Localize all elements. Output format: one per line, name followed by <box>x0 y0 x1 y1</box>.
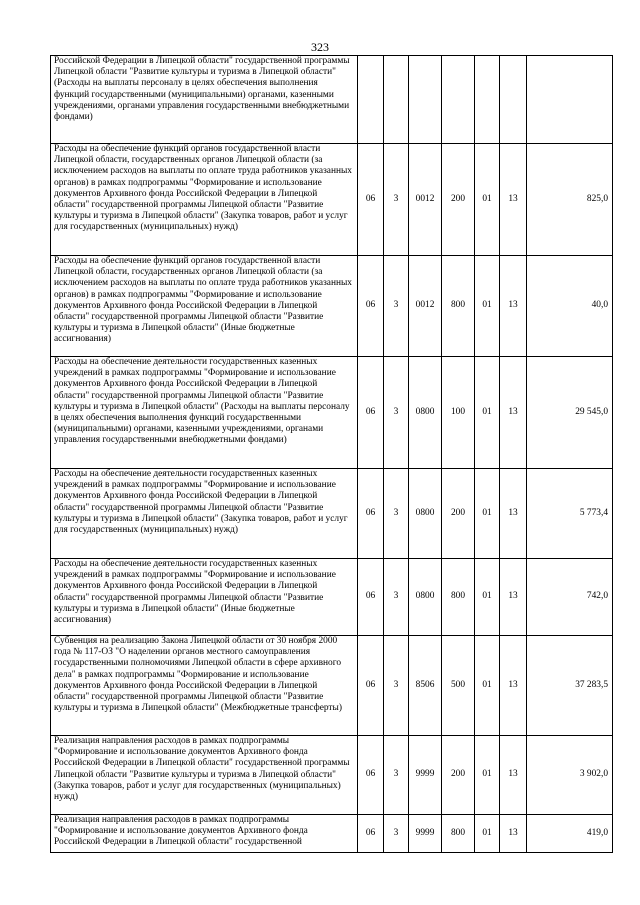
expense-type-code: 800 <box>442 256 475 357</box>
target-code: 0800 <box>409 469 442 559</box>
amount: 5 773,4 <box>527 469 613 559</box>
ministry-code: 06 <box>358 636 384 736</box>
table-row <box>51 357 613 469</box>
target-code: 8506 <box>409 636 442 736</box>
expense-type-code: 800 <box>442 559 475 636</box>
table-row <box>51 256 613 357</box>
ministry-code: 06 <box>358 815 384 853</box>
expense-type-code: 100 <box>442 357 475 469</box>
row-description: Российской Федерации в Липецкой области" государственной программы Липецкой области "Развитие культуры и туризма в Липецкой области" (Расходы на выплаты персоналу в целях обеспечения выполнения функций государственными (муниципальными) органами, казенными учреждениями, органами управления государственными внебюджетными фондами) <box>51 56 358 144</box>
amount: 37 283,5 <box>527 636 613 736</box>
page-number: 323 <box>311 40 329 54</box>
target-code: 0800 <box>409 559 442 636</box>
table-row <box>51 559 613 636</box>
expense-type-code: 800 <box>442 815 475 853</box>
target-code: 0012 <box>409 256 442 357</box>
ministry-code: 06 <box>358 736 384 815</box>
table-row <box>51 815 613 853</box>
amount: 825,0 <box>527 144 613 256</box>
subsection-code <box>500 56 527 144</box>
expense-type-code: 500 <box>442 636 475 736</box>
subprogram-code: 3 <box>384 469 409 559</box>
ministry-code: 06 <box>358 256 384 357</box>
row-description: Расходы на обеспечение деятельности государственных казенных учреждений в рамках подпрограммы "Формирование и использование документов Архивного фонда Российской Федерации в Липецкой области" государственной программы Липецкой области "Развитие культуры и туризма в Липецкой области" (Расходы на выплаты персоналу в целях обеспечения выполнения функций государственными (муниципальными) органами, казенными учреждениями, органами управления государственными внебюджетными фондами) <box>51 357 358 469</box>
budget-table <box>50 55 613 853</box>
subprogram-code: 3 <box>384 357 409 469</box>
row-description: Расходы на обеспечение функций органов государственной власти Липецкой области, государственных органов Липецкой области (за исключением расходов на выплаты по оплате труда работников указанных органов) в рамках подпрограммы "Формирование и использование документов Архивного фонда Российской Федерации в Липецкой области" государственной программы Липецкой области "Развитие культуры и туризма в Липецкой области" (Иные бюджетные ассигнования) <box>51 256 358 357</box>
subsection-code: 13 <box>500 815 527 853</box>
subsection-code: 13 <box>500 357 527 469</box>
row-description: Расходы на обеспечение функций органов государственной власти Липецкой области, государственных органов Липецкой области (за исключением расходов на выплаты по оплате труда работников указанных органов) в рамках подпрограммы "Формирование и использование документов Архивного фонда Российской Федерации в Липецкой области" государственной программы Липецкой области "Развитие культуры и туризма в Липецкой области" (Закупка товаров, работ и услуг для государственных (муниципальных) нужд) <box>51 144 358 256</box>
amount: 742,0 <box>527 559 613 636</box>
expense-type-code: 200 <box>442 736 475 815</box>
amount: 419,0 <box>527 815 613 853</box>
row-description: Реализация направления расходов в рамках подпрограммы "Формирование и использование документов Архивного фонда Российской Федерации в Липецкой области" государственной программы Липецкой области "Развитие культуры и туризма в Липецкой области" (Закупка товаров, работ и услуг для государственных (муниципальных) нужд) <box>51 736 358 815</box>
table-row <box>51 736 613 815</box>
section-code: 01 <box>475 736 500 815</box>
section-code: 01 <box>475 559 500 636</box>
expense-type-code: 200 <box>442 469 475 559</box>
subsection-code: 13 <box>500 559 527 636</box>
amount: 3 902,0 <box>527 736 613 815</box>
section-code: 01 <box>475 815 500 853</box>
section-code: 01 <box>475 469 500 559</box>
target-code <box>409 56 442 144</box>
subprogram-code <box>384 56 409 144</box>
section-code: 01 <box>475 357 500 469</box>
target-code: 9999 <box>409 815 442 853</box>
section-code <box>475 56 500 144</box>
ministry-code: 06 <box>358 469 384 559</box>
table-row <box>51 56 613 144</box>
subsection-code: 13 <box>500 736 527 815</box>
table-row <box>51 144 613 256</box>
subprogram-code: 3 <box>384 636 409 736</box>
row-description: Расходы на обеспечение деятельности государственных казенных учреждений в рамках подпрограммы "Формирование и использование документов Архивного фонда Российской Федерации в Липецкой области" государственной программы Липецкой области "Развитие культуры и туризма в Липецкой области" (Иные бюджетные ассигнования) <box>51 559 358 636</box>
subsection-code: 13 <box>500 636 527 736</box>
subsection-code: 13 <box>500 256 527 357</box>
table-row <box>51 636 613 736</box>
subsection-code: 13 <box>500 469 527 559</box>
ministry-code: 06 <box>358 357 384 469</box>
section-code: 01 <box>475 144 500 256</box>
section-code: 01 <box>475 636 500 736</box>
subprogram-code: 3 <box>384 559 409 636</box>
subprogram-code: 3 <box>384 736 409 815</box>
target-code: 0800 <box>409 357 442 469</box>
amount <box>527 56 613 144</box>
expense-type-code: 200 <box>442 144 475 256</box>
row-description: Субвенция на реализацию Закона Липецкой области от 30 ноября 2000 года № 117-ОЗ "О наделении органов местного самоуправления государственными полномочиями Липецкой области в сфере архивного дела" в рамках подпрограммы "Формирование и использование документов Архивного фонда Российской Федерации в Липецкой области" государственной программы Липецкой области "Развитие культуры и туризма в Липецкой области" (Межбюджетные трансферты) <box>51 636 358 736</box>
expense-type-code <box>442 56 475 144</box>
ministry-code: 06 <box>358 144 384 256</box>
subprogram-code: 3 <box>384 256 409 357</box>
row-description: Расходы на обеспечение деятельности государственных казенных учреждений в рамках подпрограммы "Формирование и использование документов Архивного фонда Российской Федерации в Липецкой области" государственной программы Липецкой области "Развитие культуры и туризма в Липецкой области" (Закупка товаров, работ и услуг для государственных (муниципальных) нужд) <box>51 469 358 559</box>
amount: 40,0 <box>527 256 613 357</box>
target-code: 9999 <box>409 736 442 815</box>
table-row <box>51 469 613 559</box>
target-code: 0012 <box>409 144 442 256</box>
ministry-code: 06 <box>358 559 384 636</box>
amount: 29 545,0 <box>527 357 613 469</box>
ministry-code <box>358 56 384 144</box>
section-code: 01 <box>475 256 500 357</box>
subprogram-code: 3 <box>384 815 409 853</box>
row-description: Реализация направления расходов в рамках подпрограммы "Формирование и использование документов Архивного фонда Российской Федерации в Липецкой области" государственной <box>51 815 358 853</box>
subprogram-code: 3 <box>384 144 409 256</box>
subsection-code: 13 <box>500 144 527 256</box>
